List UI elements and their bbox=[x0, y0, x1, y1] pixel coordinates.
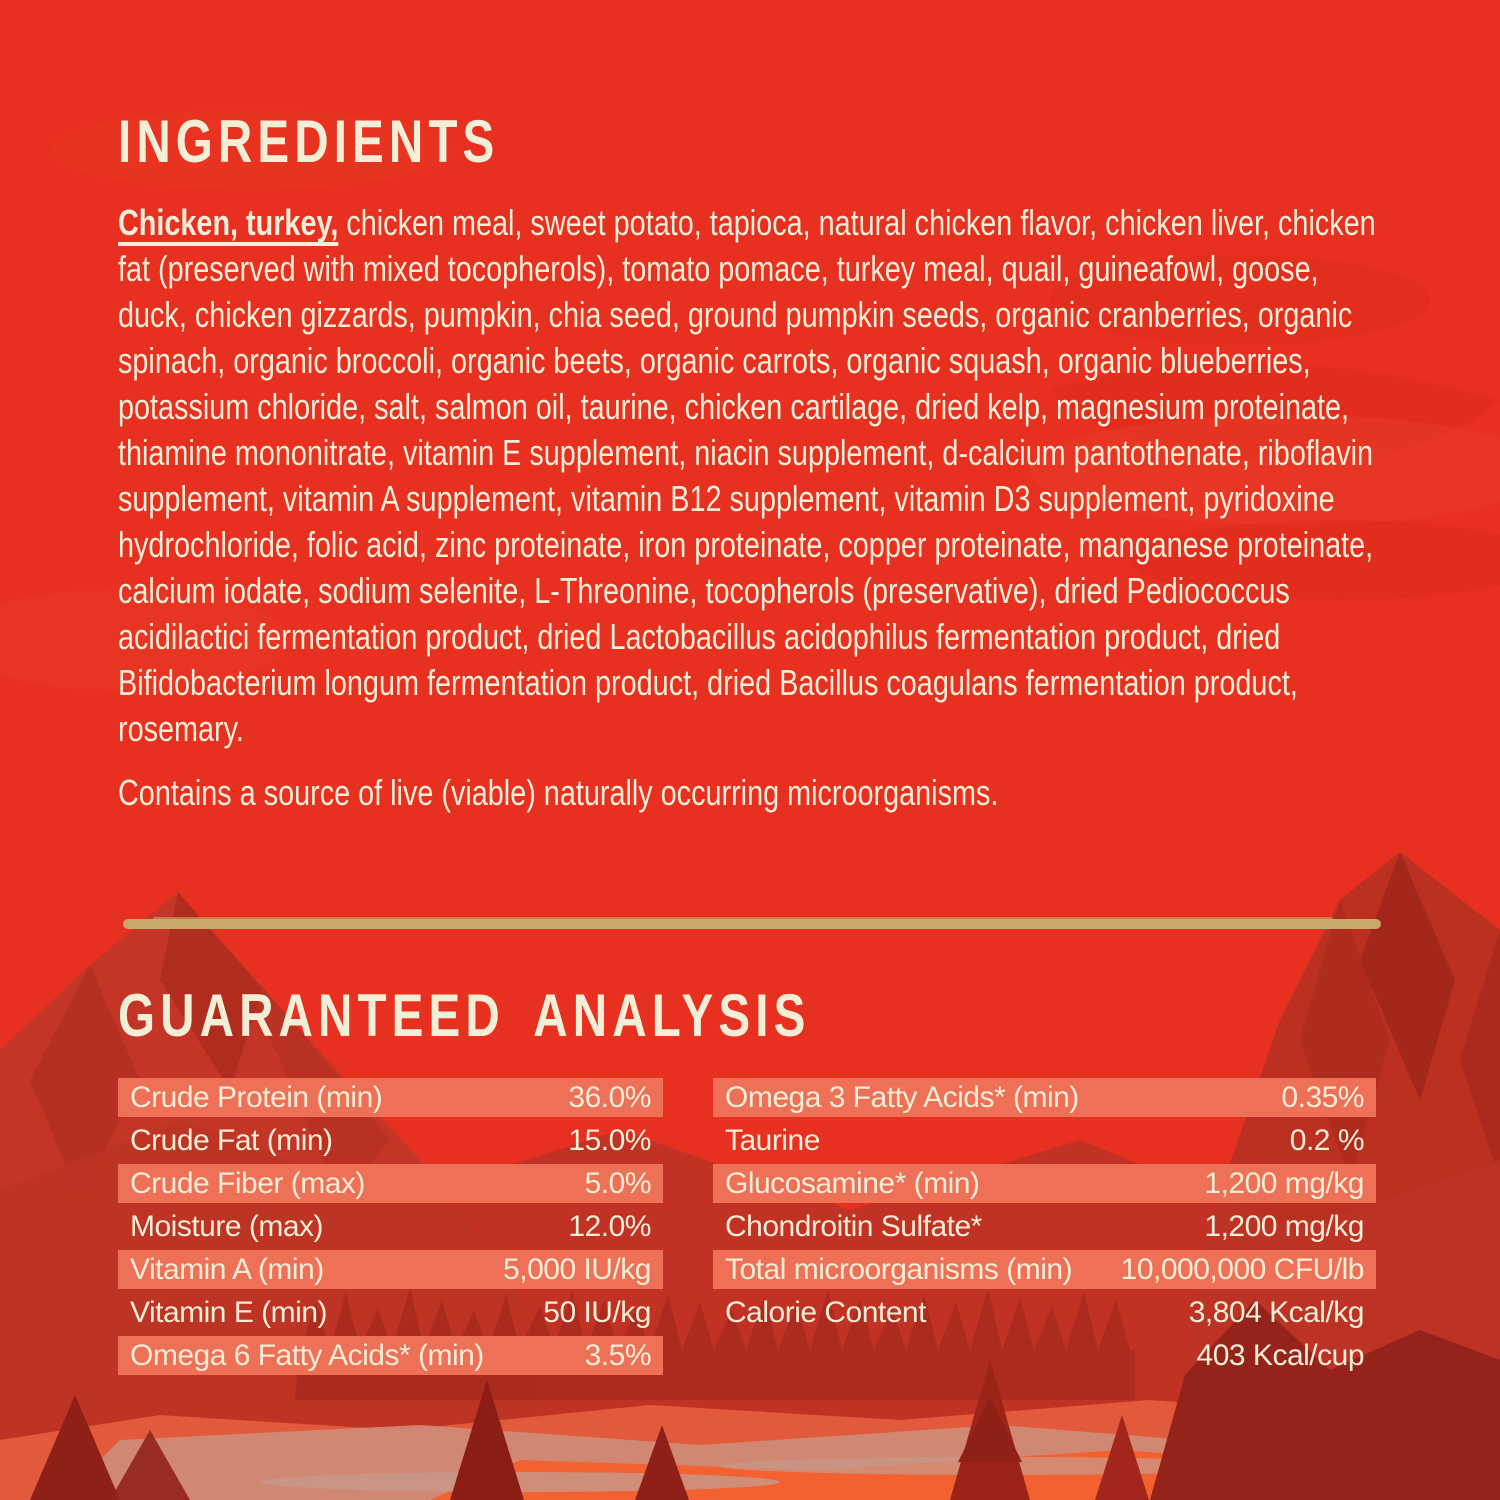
analysis-value: 50 IU/kg bbox=[543, 1295, 651, 1329]
analysis-row bbox=[713, 1078, 1376, 1117]
analysis-value: 36.0% bbox=[568, 1080, 651, 1114]
guaranteed-analysis-title: GUARANTEED ANALYSIS bbox=[118, 981, 811, 1050]
analysis-value: 12.0% bbox=[568, 1209, 651, 1243]
analysis-value: 403 Kcal/cup bbox=[1196, 1338, 1364, 1372]
analysis-label: Moisture (max) bbox=[130, 1209, 324, 1243]
analysis-row bbox=[713, 1250, 1376, 1289]
analysis-row bbox=[118, 1293, 663, 1332]
ingredients-body: chicken meal, sweet potato, tapioca, natural chicken flavor, chicken liver, chicken fat (preserved with mixed tocopherols), tomato pomace, turkey meal, quail, guineafowl, goose, duck, chicken gizzards, pumpkin, chia seed, ground pumpkin seeds, organic cranberries, organic spinach, organic broccoli, organic beets, organic carrots, organic squash, organic blueberries, potassium chloride, salt, salmon oil, taurine, chicken cartilage, dried kelp, magnesium proteinate, thiamine mononitrate, vitamin E supplement, niacin supplement, d-calcium pantothenate, riboflavin supplement, vitamin A supplement, vitamin B12 supplement, vitamin D3 supplement, pyridoxine hydrochloride, folic acid, zinc proteinate, iron proteinate, copper proteinate, manganese proteinate, calcium iodate, sodium selenite, L-Threonine, tocopherols (preservative), dried Pediococcus acidilactici fermentation product, dried Lactobacillus acidophilus fermentation product, dried Bifidobacterium longum fermentation product, dried Bacillus coagulans fermentation product, rosemary. bbox=[118, 202, 1376, 749]
analysis-value: 10,000,000 CFU/lb bbox=[1120, 1252, 1364, 1286]
analysis-label: Omega 3 Fatty Acids* (min) bbox=[725, 1080, 1079, 1114]
analysis-value: 0.2 % bbox=[1289, 1123, 1364, 1157]
analysis-value: 1,200 mg/kg bbox=[1204, 1209, 1364, 1243]
ingredients-title: INGREDIENTS bbox=[118, 107, 500, 176]
analysis-label: Chondroitin Sulfate* bbox=[725, 1209, 982, 1243]
analysis-value: 5,000 IU/kg bbox=[503, 1252, 651, 1286]
analysis-table-left bbox=[118, 1078, 663, 1379]
analysis-row bbox=[713, 1336, 1376, 1375]
analysis-label: Omega 6 Fatty Acids* (min) bbox=[130, 1338, 484, 1372]
analysis-label: Crude Protein (min) bbox=[130, 1080, 383, 1114]
analysis-label: Crude Fiber (max) bbox=[130, 1166, 365, 1200]
analysis-table-right bbox=[713, 1078, 1376, 1379]
analysis-row bbox=[118, 1164, 663, 1203]
analysis-label: Glucosamine* (min) bbox=[725, 1166, 980, 1200]
analysis-row bbox=[118, 1336, 663, 1375]
analysis-row bbox=[713, 1121, 1376, 1160]
analysis-value: 15.0% bbox=[568, 1123, 651, 1157]
analysis-row bbox=[713, 1293, 1376, 1332]
analysis-value: 1,200 mg/kg bbox=[1204, 1166, 1364, 1200]
analysis-row bbox=[713, 1164, 1376, 1203]
ingredients-paragraph bbox=[118, 200, 1390, 752]
analysis-row bbox=[118, 1121, 663, 1160]
analysis-row bbox=[118, 1250, 663, 1289]
analysis-value: 3.5% bbox=[584, 1338, 651, 1372]
analysis-label: Taurine bbox=[725, 1123, 820, 1157]
analysis-value: 3,804 Kcal/kg bbox=[1188, 1295, 1364, 1329]
analysis-value: 5.0% bbox=[584, 1166, 651, 1200]
section-divider bbox=[123, 919, 1381, 929]
microorganisms-note: Contains a source of live (viable) naturally occurring microorganisms. bbox=[118, 772, 999, 813]
analysis-value: 0.35% bbox=[1281, 1080, 1364, 1114]
analysis-label: Total microorganisms (min) bbox=[725, 1252, 1073, 1286]
analysis-label: Vitamin E (min) bbox=[130, 1295, 327, 1329]
ingredients-section bbox=[118, 200, 1390, 816]
analysis-label: Crude Fat (min) bbox=[130, 1123, 333, 1157]
analysis-row bbox=[713, 1207, 1376, 1246]
analysis-label: Calorie Content bbox=[725, 1295, 926, 1329]
analysis-label: Vitamin A (min) bbox=[130, 1252, 324, 1286]
ingredients-lead: Chicken, turkey, bbox=[118, 202, 339, 243]
analysis-row bbox=[118, 1207, 663, 1246]
analysis-row bbox=[118, 1078, 663, 1117]
